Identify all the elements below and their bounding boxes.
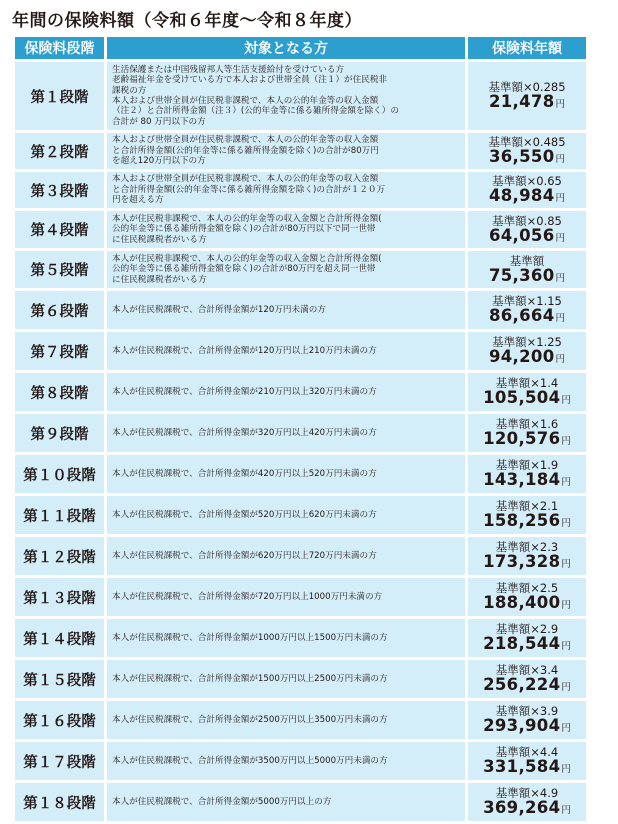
- target-description-cell: [107, 701, 465, 739]
- fee-amount: 173,328: [483, 552, 561, 572]
- description-line: 合計が 80 万円以下の方: [112, 116, 206, 127]
- description-line: 生活保護または中国残留邦人等生活支援給付を受けている方: [112, 64, 345, 75]
- target-description-cell: [107, 291, 465, 329]
- fee-amount: 21,478: [489, 92, 555, 112]
- target-description-cell: [107, 332, 465, 370]
- yen-unit: 円: [561, 723, 571, 735]
- fee-multiplier: 基準額×0.65: [492, 174, 562, 189]
- target-description-cell: [107, 133, 465, 169]
- description-line: 本人が住民税課税で、合計所得金額が320万円以上420万円未満の方: [112, 427, 377, 438]
- stage-cell: 第１５段階: [15, 660, 104, 698]
- description-line: と合計所得金額(公的年金等に係る雑所得金額を除く)の合計が80万円: [112, 145, 379, 156]
- description-line: 本人が住民税課税で、合計所得金額が120万円未満の方: [112, 304, 326, 315]
- fee-multiplier: 基準額×2.9: [495, 622, 559, 637]
- table-row: [15, 211, 586, 248]
- table-row: [15, 251, 586, 288]
- table-row: [15, 373, 586, 411]
- annual-fee-cell: [468, 701, 586, 739]
- fee-amount: 94,200: [489, 347, 555, 367]
- description-line: 本人が住民税課税で、合計所得金額が210万円以上320万円未満の方: [112, 386, 377, 397]
- stage-cell: 第８段階: [15, 373, 104, 411]
- header-annual-fee: 保険料年額: [468, 37, 586, 59]
- annual-fee-cell: [468, 414, 586, 452]
- fee-amount: 218,544: [483, 634, 561, 654]
- target-description-cell: [107, 62, 465, 130]
- fee-multiplier: 基準額×2.5: [495, 581, 559, 596]
- annual-fee-cell: [468, 172, 586, 208]
- yen-unit: 円: [561, 764, 571, 776]
- stage-cell: 第６段階: [15, 291, 104, 329]
- yen-unit: 円: [561, 436, 571, 448]
- table-row: [15, 172, 586, 208]
- target-description-cell: [107, 455, 465, 493]
- fee-amount: 293,904: [483, 716, 561, 736]
- yen-unit: 円: [555, 154, 565, 166]
- fee-multiplier: 基準額: [509, 253, 545, 268]
- fee-multiplier: 基準額×2.3: [495, 540, 559, 555]
- fee-multiplier: 基準額×1.6: [495, 417, 559, 432]
- page-title: 年間の保険料額（令和６年度～令和８年度）: [12, 11, 362, 31]
- table-row: [15, 701, 586, 739]
- annual-fee-cell: [468, 496, 586, 534]
- fee-multiplier: 基準額×1.4: [495, 376, 559, 391]
- fee-multiplier: 基準額×4.4: [495, 745, 559, 760]
- fee-multiplier: 基準額×1.25: [492, 335, 562, 350]
- table-row: [15, 455, 586, 493]
- stage-cell: 第５段階: [15, 251, 104, 288]
- yen-unit: 円: [561, 477, 571, 489]
- fee-multiplier: 基準額×3.9: [495, 704, 559, 719]
- stage-cell: 第１３段階: [15, 578, 104, 616]
- table-row: [15, 62, 586, 130]
- fee-amount: 36,550: [489, 147, 555, 167]
- fee-multiplier: 基準額×0.485: [488, 135, 566, 150]
- annual-fee-cell: [468, 742, 586, 780]
- yen-unit: 円: [555, 272, 565, 284]
- description-line: と合計所得金額(公的年金等に係る雑所得金額を除く)の合計が１２０万: [112, 184, 386, 195]
- description-line: 課税の方: [112, 85, 147, 96]
- table-row: [15, 619, 586, 657]
- annual-fee-cell: [468, 578, 586, 616]
- stage-cell: 第７段階: [15, 332, 104, 370]
- fee-multiplier: 基準額×1.9: [495, 458, 559, 473]
- target-description-cell: [107, 742, 465, 780]
- target-description-cell: [107, 660, 465, 698]
- stage-cell: 第１１段階: [15, 496, 104, 534]
- yen-unit: 円: [561, 559, 571, 571]
- description-line: 本人が住民税非課税で、本人の公的年金等の収入金額と合計所得金額(: [112, 213, 382, 224]
- description-line: 本人が住民税課税で、合計所得金額が2500万円以上3500万円未満の方: [112, 714, 388, 725]
- description-line: 本人が住民税課税で、合計所得金額が1500万円以上2500万円未満の方: [112, 673, 388, 684]
- description-line: 本人が住民税課税で、合計所得金額が120万円以上210万円未満の方: [112, 345, 377, 356]
- description-line: 本人が住民税課税で、合計所得金額が620万円以上720万円未満の方: [112, 550, 377, 561]
- fee-amount: 64,056: [489, 225, 555, 245]
- description-line: 本人が住民税非課税で、本人の公的年金等の収入金額と合計所得金額(: [112, 253, 382, 264]
- description-line: 本人が住民税課税で、合計所得金額が720万円以上1000万円未満の方: [112, 591, 383, 602]
- yen-unit: 円: [561, 641, 571, 653]
- description-line: 本人が住民税課税で、合計所得金額が3500万円以上5000万円未満の方: [112, 755, 388, 766]
- table-row: [15, 742, 586, 780]
- stage-cell: 第２段階: [15, 133, 104, 169]
- yen-unit: 円: [555, 99, 565, 111]
- annual-fee-cell: [468, 373, 586, 411]
- target-description-cell: [107, 373, 465, 411]
- stage-cell: 第１０段階: [15, 455, 104, 493]
- annual-fee-cell: [468, 62, 586, 130]
- fee-amount: 256,224: [483, 675, 561, 695]
- target-description-cell: [107, 496, 465, 534]
- target-description-cell: [107, 251, 465, 288]
- target-description-cell: [107, 619, 465, 657]
- annual-fee-cell: [468, 455, 586, 493]
- header-target: 対象となる方: [107, 37, 465, 59]
- table-row: [15, 578, 586, 616]
- fee-amount: 158,256: [483, 511, 561, 531]
- description-line: に住民税課税者がいる方: [112, 274, 207, 285]
- table-row: [15, 414, 586, 452]
- description-line: 本人が住民税課税で、合計所得金額が5000万円以上の方: [112, 796, 332, 807]
- fee-multiplier: 基準額×0.85: [492, 213, 562, 228]
- yen-unit: 円: [555, 193, 565, 205]
- premium-table: [12, 34, 589, 824]
- description-line: を超え120万円以下の方: [112, 156, 206, 167]
- stage-cell: 第４段階: [15, 211, 104, 248]
- fee-amount: 48,984: [489, 186, 555, 206]
- fee-amount: 120,576: [483, 429, 561, 449]
- header-stage: 保険料段階: [15, 37, 104, 59]
- table-body: [15, 62, 586, 821]
- description-line: 公的年金等に係る雑所得金額を除く)の合計が80万円を超え同一世帯: [112, 264, 376, 275]
- table-row: [15, 133, 586, 169]
- fee-multiplier: 基準額×1.15: [492, 294, 562, 309]
- yen-unit: 円: [561, 518, 571, 530]
- table-row: [15, 783, 586, 821]
- description-line: 本人および世帯全員が住民税非課税で、本人の公的年金等の収入金額: [112, 96, 379, 106]
- yen-unit: 円: [555, 354, 565, 366]
- description-line: 老齢福祉年金を受けている方で本人および世帯全員（注１）が住民税非: [112, 75, 388, 86]
- table-header-row: [15, 37, 586, 59]
- target-description-cell: [107, 783, 465, 821]
- annual-fee-cell: [468, 783, 586, 821]
- yen-unit: 円: [561, 395, 571, 407]
- fee-multiplier: 基準額×2.1: [495, 499, 559, 514]
- description-line: 本人が住民税課税で、合計所得金額が420万円以上520万円未満の方: [112, 468, 377, 479]
- fee-multiplier: 基準額×3.4: [495, 663, 559, 678]
- annual-fee-cell: [468, 332, 586, 370]
- fee-amount: 331,584: [483, 757, 561, 777]
- description-line: （注２）と合計所得金額（注３）(公的年金等に係る雑所得金額を除く）の: [112, 106, 399, 117]
- fee-multiplier: 基準額×0.285: [488, 80, 566, 95]
- description-line: 本人および世帯全員が住民税非課税で、本人の公的年金等の収入金額: [112, 174, 379, 185]
- stage-cell: 第１段階: [15, 62, 104, 130]
- fee-amount: 86,664: [489, 306, 555, 326]
- fee-amount: 143,184: [483, 470, 561, 490]
- yen-unit: 円: [561, 682, 571, 694]
- fee-amount: 188,400: [483, 593, 561, 613]
- table-row: [15, 496, 586, 534]
- description-line: 円を超える方: [112, 195, 164, 206]
- fee-multiplier: 基準額×4.9: [495, 786, 559, 801]
- annual-fee-cell: [468, 133, 586, 169]
- annual-fee-cell: [468, 660, 586, 698]
- stage-cell: 第１６段階: [15, 701, 104, 739]
- fee-amount: 369,264: [483, 798, 561, 818]
- stage-cell: 第１８段階: [15, 783, 104, 821]
- stage-cell: 第１２段階: [15, 537, 104, 575]
- table-row: [15, 660, 586, 698]
- yen-unit: 円: [555, 313, 565, 325]
- annual-fee-cell: [468, 251, 586, 288]
- description-line: 本人が住民税課税で、合計所得金額が1000万円以上1500万円未満の方: [112, 632, 388, 643]
- description-line: 本人が住民税課税で、合計所得金額が520万円以上620万円未満の方: [112, 509, 377, 520]
- description-line: 本人および世帯全員が住民税非課税で、本人の公的年金等の収入金額: [112, 135, 379, 146]
- yen-unit: 円: [555, 232, 565, 244]
- description-line: に住民税課税者がいる方: [112, 234, 207, 245]
- target-description-cell: [107, 537, 465, 575]
- annual-fee-cell: [468, 537, 586, 575]
- target-description-cell: [107, 211, 465, 248]
- stage-cell: 第３段階: [15, 172, 104, 208]
- annual-fee-cell: [468, 619, 586, 657]
- table-row: [15, 291, 586, 329]
- annual-fee-cell: [468, 211, 586, 248]
- description-line: 公的年金等に係る雑所得金額を除く)の合計が80万円以下で同一世帯: [112, 224, 376, 235]
- stage-cell: 第１７段階: [15, 742, 104, 780]
- stage-cell: 第１４段階: [15, 619, 104, 657]
- table-row: [15, 537, 586, 575]
- target-description-cell: [107, 578, 465, 616]
- yen-unit: 円: [561, 805, 571, 817]
- target-description-cell: [107, 172, 465, 208]
- stage-cell: 第９段階: [15, 414, 104, 452]
- annual-fee-cell: [468, 291, 586, 329]
- target-description-cell: [107, 414, 465, 452]
- fee-amount: 75,360: [489, 265, 555, 285]
- table-row: [15, 332, 586, 370]
- yen-unit: 円: [561, 600, 571, 612]
- fee-amount: 105,504: [483, 388, 561, 408]
